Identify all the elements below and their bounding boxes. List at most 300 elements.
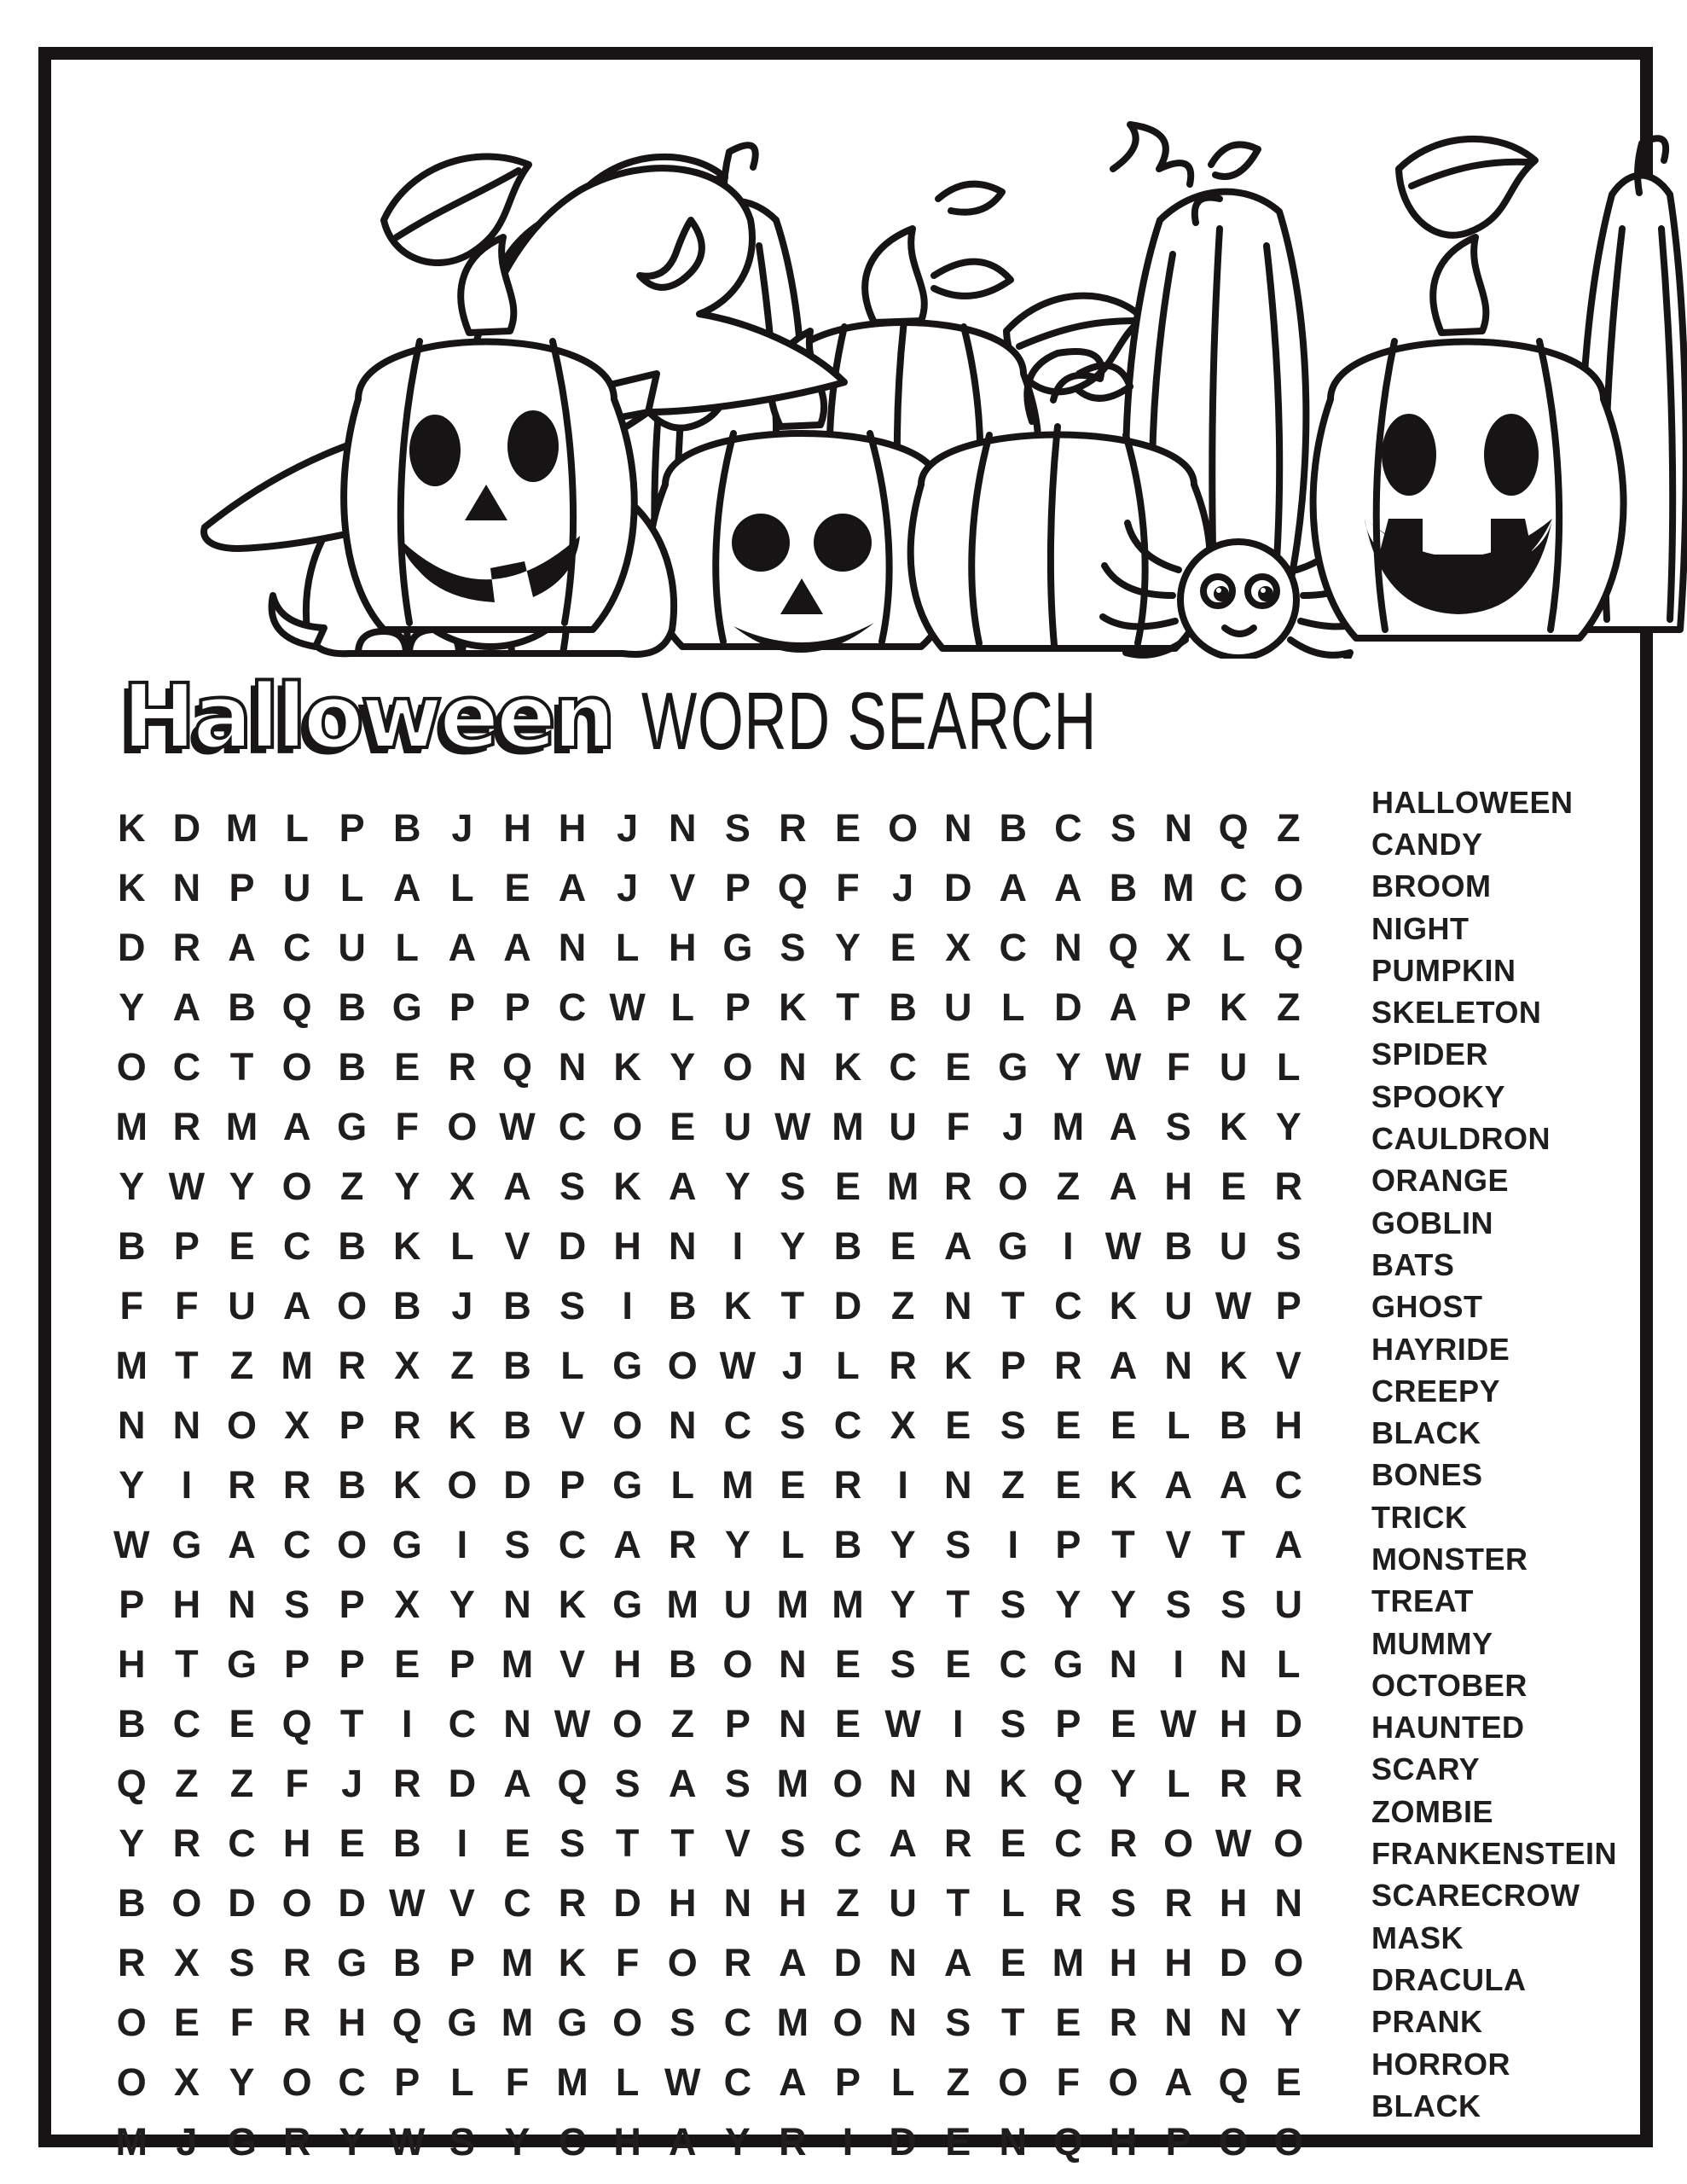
grid-letter: G (998, 1045, 1029, 1089)
grid-letter: A (503, 926, 531, 969)
grid-letter: D (118, 926, 146, 969)
grid-letter: B (118, 1702, 146, 1745)
grid-letter: L (1277, 1045, 1301, 1089)
grid-letter: W (774, 1105, 811, 1148)
grid-letter: R (172, 926, 201, 969)
grid-letter: G (557, 2001, 588, 2044)
grid-letter: O (171, 1881, 202, 1925)
grid-letter: E (835, 806, 861, 850)
grid-letter: Q (281, 1702, 312, 1745)
grid-letter: R (779, 2120, 807, 2164)
grid-letter: N (558, 926, 587, 969)
grid-letter: N (503, 1702, 531, 1745)
word-list-item: BROOM (1371, 868, 1492, 904)
grid-letter: L (836, 1344, 860, 1387)
grid-letter: P (504, 985, 530, 1029)
grid-letter: X (394, 1583, 420, 1626)
grid-letter: R (668, 1523, 697, 1566)
grid-letter: A (668, 1165, 697, 1208)
grid-letter: Q (1052, 1762, 1083, 1805)
grid-letter: B (393, 1284, 421, 1327)
grid-letter: U (1164, 1284, 1192, 1327)
grid-letter: B (338, 1045, 366, 1089)
grid-letter: F (229, 2001, 254, 2044)
grid-letter: A (1109, 1105, 1138, 1148)
grid-letter: E (173, 2001, 200, 2044)
grid-letter: E (1110, 1403, 1136, 1447)
grid-letter: A (999, 866, 1028, 909)
grid-letter: Y (1055, 1583, 1081, 1626)
grid-letter: K (558, 1583, 587, 1626)
grid-letter: J (1002, 1105, 1024, 1148)
grid-letter: M (115, 2120, 148, 2164)
grid-letter: L (615, 926, 640, 969)
grid-letter: L (1001, 1881, 1025, 1925)
grid-letter: N (1109, 1642, 1138, 1686)
grid-letter: B (338, 1224, 366, 1268)
grid-letter: W (1160, 1702, 1197, 1745)
word-list-item: BLACK (1371, 2088, 1481, 2123)
grid-letter: V (449, 1881, 475, 1925)
grid-letter: N (999, 2120, 1028, 2164)
grid-letter: N (668, 806, 697, 850)
grid-letter: Z (450, 1344, 474, 1387)
grid-letter: A (668, 2120, 697, 2164)
word-list-item: PUMPKIN (1371, 952, 1516, 988)
grid-letter: O (281, 1045, 312, 1089)
grid-letter: S (229, 1941, 255, 1984)
grid-letter: E (945, 1642, 971, 1686)
grid-letter: M (556, 2060, 588, 2104)
grid-letter: R (558, 1881, 587, 1925)
grid-letter: U (889, 1105, 917, 1148)
grid-letter: B (338, 1463, 366, 1507)
grid-letter: X (1165, 926, 1191, 969)
grid-letter: M (1052, 1105, 1085, 1148)
grid-letter: Y (119, 1463, 145, 1507)
grid-letter: B (393, 1821, 421, 1865)
grid-letter: E (945, 1045, 971, 1089)
grid-letter: C (1219, 866, 1248, 909)
grid-letter: E (1110, 1702, 1136, 1745)
grid-letter: K (118, 806, 146, 850)
grid-letter: V (1275, 1344, 1301, 1387)
grid-letter: R (723, 1941, 752, 1984)
grid-letter: O (116, 2001, 147, 2044)
grid-letter: S (1220, 1583, 1247, 1626)
word-list-item: HALLOWEEN (1371, 784, 1574, 820)
grid-letter: R (1054, 1881, 1082, 1925)
grid-letter: I (732, 1224, 744, 1268)
grid-letter: O (612, 1403, 643, 1447)
grid-letter: G (226, 1642, 257, 1686)
grid-letter: G (612, 1344, 643, 1387)
grid-letter: M (1162, 866, 1195, 909)
grid-letter: E (945, 1403, 971, 1447)
page-title (122, 650, 1452, 769)
grid-letter: C (723, 1403, 752, 1447)
grid-letter: H (558, 806, 587, 850)
grid-letter: R (779, 806, 807, 850)
grid-letter: C (172, 1045, 201, 1089)
grid-letter: Y (119, 985, 145, 1029)
grid-letter: Q (281, 985, 312, 1029)
grid-letter: Z (946, 2060, 970, 2104)
grid-letter: N (889, 1762, 917, 1805)
grid-letter: I (1007, 1523, 1019, 1566)
word-list-item: HAUNTED (1371, 1710, 1525, 1745)
grid-letter: O (667, 1344, 698, 1387)
grid-letter: N (1164, 2001, 1192, 2044)
word-list (1371, 781, 1617, 2128)
grid-letter: R (172, 1105, 201, 1148)
grid-letter: O (998, 2060, 1029, 2104)
word-list-item: ORANGE (1371, 1163, 1510, 1199)
grid-letter: C (723, 2060, 752, 2104)
grid-letter: B (833, 1224, 862, 1268)
word-list-item: BONES (1371, 1457, 1483, 1493)
grid-letter: X (173, 1941, 200, 1984)
grid-letter: J (176, 2120, 198, 2164)
word-list-item: SKELETON (1371, 995, 1542, 1031)
grid-letter: Y (1055, 1045, 1081, 1089)
grid-letter: N (1164, 1344, 1192, 1387)
grid-letter: S (890, 1642, 916, 1686)
grid-letter: T (175, 1642, 199, 1686)
grid-letter: Y (1275, 2001, 1301, 2044)
grid-letter: C (282, 926, 311, 969)
grid-letter: A (282, 1284, 311, 1327)
word-list-item: NIGHT (1371, 910, 1470, 946)
word-list-item: DRACULA (1371, 1961, 1527, 1997)
grid-letter: Q (1218, 2060, 1249, 2104)
grid-letter: W (1104, 1224, 1142, 1268)
grid-letter: F (836, 866, 860, 909)
grid-letter: T (1001, 2001, 1025, 2044)
grid-letter: K (1109, 1284, 1138, 1327)
word-list-item: MASK (1371, 1920, 1464, 1955)
grid-letter: P (1165, 2120, 1191, 2164)
grid-letter: C (338, 2060, 366, 2104)
grid-letter: S (284, 1583, 310, 1626)
grid-letter: C (889, 1045, 917, 1089)
grid-letter: W (113, 1523, 150, 1566)
grid-letter: U (282, 866, 311, 909)
grid-letter: O (337, 1284, 368, 1327)
grid-letter: E (394, 1642, 420, 1686)
grid-letter: S (670, 2001, 696, 2044)
grid-letter: Z (1056, 1165, 1081, 1208)
grid-letter: C (833, 1821, 862, 1865)
grid-letter: Q (1273, 926, 1304, 969)
grid-letter: P (1055, 1702, 1081, 1745)
grid-letter: H (338, 2001, 366, 2044)
grid-letter: P (724, 1702, 751, 1745)
grid-letter: C (228, 1821, 256, 1865)
grid-letter: N (943, 1463, 972, 1507)
grid-letter: W (389, 2120, 426, 2164)
grid-letter: W (554, 1702, 591, 1745)
grid-letter: S (780, 1403, 806, 1447)
grid-letter: P (119, 1583, 145, 1626)
grid-letter: P (229, 866, 255, 909)
grid-letter: H (282, 1821, 311, 1865)
grid-letter: N (668, 1224, 697, 1268)
grid-letter: E (835, 1165, 861, 1208)
word-list-item: HAYRIDE (1371, 1331, 1510, 1367)
grid-letter: M (115, 1105, 148, 1148)
grid-letter: P (1055, 1523, 1081, 1566)
grid-letter: K (118, 866, 146, 909)
grid-letter: S (559, 1165, 586, 1208)
grid-letter: H (1109, 1941, 1138, 1984)
grid-letter: A (1109, 985, 1138, 1029)
grid-letter: O (1108, 2060, 1139, 2104)
grid-letter: L (670, 985, 694, 1029)
grid-letter: U (338, 926, 366, 969)
word-list-item: TREAT (1371, 1583, 1474, 1619)
grid-letter: B (668, 1284, 697, 1327)
grid-letter: S (945, 2001, 971, 2044)
grid-letter: H (779, 1881, 807, 1925)
grid-letter: Y (724, 1523, 751, 1566)
grid-letter: R (448, 1045, 477, 1089)
grid-letter: Q (116, 1762, 147, 1805)
grid-letter: U (723, 1583, 752, 1626)
grid-letter: H (1164, 1941, 1192, 1984)
grid-letter: U (889, 1881, 917, 1925)
grid-letter: K (393, 1224, 421, 1268)
grid-letter: G (171, 1523, 202, 1566)
grid-letter: G (391, 985, 422, 1029)
grid-letter: D (448, 1762, 477, 1805)
grid-letter: W (1215, 1284, 1252, 1327)
grid-letter: S (504, 1523, 530, 1566)
grid-letter: F (285, 1762, 309, 1805)
grid-letter: N (889, 2001, 917, 2044)
grid-letter: O (116, 1045, 147, 1089)
grid-letter: I (456, 1821, 468, 1865)
grid-letter: V (724, 1821, 751, 1865)
grid-letter: T (946, 1583, 970, 1626)
grid-letter: N (723, 1881, 752, 1925)
grid-letter: A (1164, 1463, 1192, 1507)
grid-letter: H (1219, 1702, 1248, 1745)
grid-letter: S (559, 1284, 586, 1327)
grid-letter: M (722, 1463, 754, 1507)
grid-letter: P (339, 1583, 365, 1626)
grid-letter: K (723, 1284, 752, 1327)
grid-letter: M (886, 1165, 919, 1208)
grid-letter: G (612, 1583, 643, 1626)
word-list-item: SCARY (1371, 1751, 1481, 1787)
grid-letter: E (1000, 1941, 1026, 1984)
grid-letter: R (889, 1344, 917, 1387)
grid-letter: D (1219, 1941, 1248, 1984)
grid-letter: I (622, 1284, 633, 1327)
grid-letter: H (668, 1881, 697, 1925)
grid-letter: C (1054, 806, 1082, 850)
grid-letter: E (1000, 1821, 1026, 1865)
grid-letter: C (558, 1105, 587, 1148)
grid-letter: T (339, 1702, 364, 1745)
grid-letter: O (281, 1881, 312, 1925)
grid-letter: B (393, 1941, 421, 1984)
grid-letter: L (560, 1344, 584, 1387)
grid-letter: R (833, 1463, 862, 1507)
grid-letter: O (447, 1463, 478, 1507)
grid-letter: T (1111, 1523, 1135, 1566)
word-list-item: SPOOKY (1371, 1078, 1506, 1114)
grid-letter: O (116, 2060, 147, 2104)
grid-letter: E (835, 1642, 861, 1686)
grid-letter: R (282, 2120, 311, 2164)
grid-letter: I (181, 1463, 193, 1507)
grid-letter: P (449, 1941, 475, 1984)
grid-letter: S (1000, 1583, 1026, 1626)
grid-letter: E (890, 926, 916, 969)
word-list-item: BATS (1371, 1246, 1455, 1282)
grid-letter: W (1215, 1821, 1252, 1865)
grid-letter: D (1054, 985, 1082, 1029)
grid-letter: O (722, 1045, 753, 1089)
grid-letter: P (724, 866, 751, 909)
grid-letter: D (338, 1881, 366, 1925)
header-illustration (102, 118, 1687, 659)
grid-letter: D (503, 1463, 531, 1507)
grid-letter: M (501, 1642, 534, 1686)
grid-letter: O (1273, 2120, 1304, 2164)
grid-letter: E (670, 1105, 696, 1148)
grid-letter: N (668, 1403, 697, 1447)
grid-letter: S (724, 1762, 751, 1805)
grid-letter: N (779, 1702, 807, 1745)
grid-letter: B (393, 806, 421, 850)
grid-letter: B (1219, 1403, 1248, 1447)
grid-letter: N (558, 1045, 587, 1089)
word-list-item: TRICK (1371, 1499, 1468, 1535)
grid-letter: Y (724, 2120, 751, 2164)
grid-letter: V (1165, 1523, 1191, 1566)
grid-letter: U (943, 985, 972, 1029)
grid-letter: L (1221, 926, 1245, 969)
grid-letter: E (1055, 2001, 1081, 2044)
grid-letter: B (1109, 866, 1138, 909)
grid-letter: F (1166, 1045, 1191, 1089)
grid-letter: W (389, 1881, 426, 1925)
grid-letter: C (833, 1403, 862, 1447)
grid-letter: U (723, 1105, 752, 1148)
grid-letter: V (559, 1642, 586, 1686)
grid-letter: R (943, 1821, 972, 1865)
grid-letter: O (612, 2001, 643, 2044)
grid-letter: Y (724, 1165, 751, 1208)
grid-letter: J (617, 806, 639, 850)
grid-letter: Y (1275, 1105, 1301, 1148)
grid-letter: J (781, 1344, 803, 1387)
grid-letter: A (1109, 1344, 1138, 1387)
grid-letter: O (337, 1523, 368, 1566)
word-list-item: SCARECROW (1371, 1878, 1580, 1914)
grid-letter: H (118, 1642, 146, 1686)
grid-letter: F (119, 1284, 144, 1327)
grid-letter: M (225, 806, 258, 850)
grid-letter: W (609, 985, 646, 1029)
grid-letter: L (450, 2060, 474, 2104)
grid-letter: S (1000, 1702, 1026, 1745)
grid-letter: O (612, 1702, 643, 1745)
grid-letter: K (1219, 1344, 1248, 1387)
grid-letter: M (666, 1583, 699, 1626)
grid-letter: A (613, 1523, 641, 1566)
grid-letter: M (115, 1344, 148, 1387)
grid-letter: N (503, 1583, 531, 1626)
grid-letter: U (1274, 1583, 1303, 1626)
grid-letter: L (339, 866, 364, 909)
grid-letter: N (943, 1284, 972, 1327)
grid-letter: P (449, 1642, 475, 1686)
grid-letter: Y (229, 2060, 255, 2104)
grid-letter: U (1219, 1224, 1248, 1268)
grid-letter: L (890, 2060, 915, 2104)
grid-letter: I (1063, 1224, 1074, 1268)
grid-letter: C (558, 2120, 587, 2164)
grid-letter: C (282, 1523, 311, 1566)
grid-letter: G (722, 926, 753, 969)
grid-letter: T (780, 1284, 805, 1327)
grid-letter: B (118, 1881, 146, 1925)
grid-letter: N (889, 1941, 917, 1984)
grid-letter: G (337, 1941, 368, 1984)
grid-letter: R (1274, 1762, 1303, 1805)
grid-letter: L (1277, 1642, 1301, 1686)
grid-letter: Y (119, 1821, 145, 1865)
word-list-item: OCTOBER (1371, 1667, 1528, 1703)
grid-letter: P (394, 2060, 420, 2104)
grid-letter: A (228, 926, 256, 969)
grid-letter: R (1054, 1344, 1082, 1387)
word-list-item: MONSTER (1371, 1541, 1528, 1577)
grid-letter: A (1219, 1463, 1248, 1507)
grid-letter: J (341, 1762, 363, 1805)
grid-letter: M (281, 1344, 313, 1387)
grid-letter: J (451, 1284, 473, 1327)
grid-letter: L (1166, 1403, 1191, 1447)
grid-letter: A (393, 866, 421, 909)
grid-letter: K (613, 1165, 641, 1208)
grid-letter: A (1109, 1165, 1138, 1208)
page-border-frame (38, 47, 1653, 2164)
grid-letter: H (1274, 1403, 1303, 1447)
grid-letter: A (943, 1941, 972, 1984)
word-list-item: BLACK (1371, 1415, 1481, 1451)
grid-letter: C (999, 1642, 1028, 1686)
grid-letter: S (559, 1821, 586, 1865)
grid-letter: M (776, 1583, 809, 1626)
grid-letter: J (617, 866, 639, 909)
grid-letter: W (1104, 1045, 1142, 1089)
grid-letter: W (664, 2060, 701, 2104)
grid-letter: B (338, 985, 366, 1029)
grid-letter: O (447, 1105, 478, 1148)
grid-letter: Q (1108, 926, 1139, 969)
jack-o-lantern-icon (1313, 237, 1624, 638)
grid-letter: Y (1110, 1762, 1136, 1805)
grid-letter: J (892, 866, 914, 909)
grid-letter: K (613, 1045, 641, 1089)
grid-letter: P (284, 1642, 310, 1686)
grid-letter: G (391, 1523, 422, 1566)
